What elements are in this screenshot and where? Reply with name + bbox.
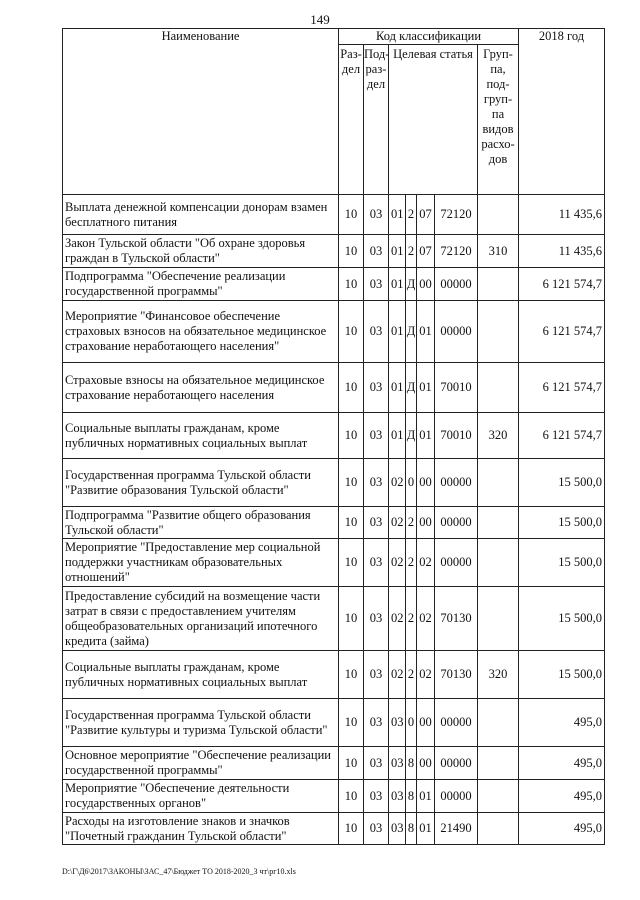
- row-section: 10: [339, 699, 364, 747]
- row-target-program: 03: [389, 780, 406, 813]
- row-subsection: 03: [364, 539, 389, 587]
- row-subsection: 03: [364, 459, 389, 507]
- row-expense-group: [478, 780, 519, 813]
- row-expense-group: [478, 363, 519, 413]
- row-subsection: 03: [364, 301, 389, 363]
- row-section: 10: [339, 587, 364, 651]
- row-section: 10: [339, 507, 364, 539]
- row-subsection: 03: [364, 699, 389, 747]
- row-target-event: 00: [417, 459, 435, 507]
- row-expense-group: 320: [478, 651, 519, 699]
- table-row: [63, 813, 605, 845]
- row-target-event: 07: [417, 235, 435, 268]
- table-row: [63, 459, 605, 507]
- row-target-event: 00: [417, 268, 435, 301]
- header-year: 2018 год: [519, 29, 605, 195]
- row-target-event: 07: [417, 195, 435, 235]
- table-row: [63, 235, 605, 268]
- row-target-subprogram: 8: [406, 813, 417, 845]
- row-amount: 11 435,6: [519, 235, 605, 268]
- row-target-subprogram: Д: [406, 363, 417, 413]
- row-target-program: 01: [389, 195, 406, 235]
- budget-table: [62, 28, 605, 845]
- row-target-program: 01: [389, 301, 406, 363]
- row-target-direction: 72120: [435, 195, 478, 235]
- row-target-program: 02: [389, 507, 406, 539]
- row-expense-group: [478, 301, 519, 363]
- row-target-event: 02: [417, 539, 435, 587]
- row-target-subprogram: Д: [406, 413, 417, 459]
- row-target-event: 02: [417, 651, 435, 699]
- row-expense-group: 310: [478, 235, 519, 268]
- row-amount: 15 500,0: [519, 507, 605, 539]
- row-section: 10: [339, 747, 364, 780]
- row-target-direction: 00000: [435, 268, 478, 301]
- row-amount: 11 435,6: [519, 195, 605, 235]
- row-target-subprogram: 8: [406, 747, 417, 780]
- header-subsection: Под- раз- дел: [364, 45, 389, 195]
- row-target-direction: 00000: [435, 539, 478, 587]
- row-target-subprogram: 8: [406, 780, 417, 813]
- row-name: Предоставление субсидий на возмещение части затрат в связи с предоставлением учителям общеобразовательных организаций ипотечного кредита (займа): [63, 587, 339, 651]
- row-target-program: 02: [389, 459, 406, 507]
- row-name: Подпрограмма "Обеспечение реализации государственной программы": [63, 268, 339, 301]
- row-subsection: 03: [364, 747, 389, 780]
- row-target-subprogram: Д: [406, 268, 417, 301]
- row-target-event: 01: [417, 363, 435, 413]
- row-target-program: 03: [389, 699, 406, 747]
- row-expense-group: [478, 699, 519, 747]
- row-target-direction: 70130: [435, 651, 478, 699]
- table-row: [63, 780, 605, 813]
- row-target-program: 03: [389, 747, 406, 780]
- header-target: Целевая статья: [389, 45, 478, 195]
- row-name: Подпрограмма "Развитие общего образования Тульской области": [63, 507, 339, 539]
- row-name: Государственная программа Тульской области "Развитие образования Тульской области": [63, 459, 339, 507]
- row-name: Выплата денежной компенсации донорам взамен бесплатного питания: [63, 195, 339, 235]
- row-target-direction: 70010: [435, 413, 478, 459]
- row-section: 10: [339, 651, 364, 699]
- row-target-subprogram: 2: [406, 651, 417, 699]
- row-target-direction: 72120: [435, 235, 478, 268]
- row-target-event: 00: [417, 507, 435, 539]
- row-target-direction: 00000: [435, 301, 478, 363]
- row-subsection: 03: [364, 363, 389, 413]
- row-target-program: 03: [389, 813, 406, 845]
- row-target-program: 01: [389, 363, 406, 413]
- row-subsection: 03: [364, 413, 389, 459]
- row-name: Закон Тульской области "Об охране здоровья граждан в Тульской области": [63, 235, 339, 268]
- row-amount: 15 500,0: [519, 587, 605, 651]
- row-name: Основное мероприятие "Обеспечение реализации государственной программы": [63, 747, 339, 780]
- row-target-subprogram: 0: [406, 459, 417, 507]
- row-section: 10: [339, 413, 364, 459]
- row-target-direction: 00000: [435, 699, 478, 747]
- row-target-event: 01: [417, 413, 435, 459]
- row-amount: 495,0: [519, 780, 605, 813]
- page-number: 149: [310, 12, 330, 27]
- table-row: [63, 539, 605, 587]
- row-expense-group: [478, 747, 519, 780]
- header-code: Код классификации: [339, 29, 519, 45]
- row-target-program: 02: [389, 539, 406, 587]
- row-expense-group: [478, 268, 519, 301]
- row-target-direction: 21490: [435, 813, 478, 845]
- row-name: Расходы на изготовление знаков и значков "Почетный гражданин Тульской области": [63, 813, 339, 845]
- row-amount: 6 121 574,7: [519, 413, 605, 459]
- row-name: Социальные выплаты гражданам, кроме публичных нормативных социальных выплат: [63, 651, 339, 699]
- table-row: [63, 363, 605, 413]
- table-row: [63, 699, 605, 747]
- row-amount: 495,0: [519, 747, 605, 780]
- row-target-subprogram: 2: [406, 507, 417, 539]
- row-target-program: 01: [389, 235, 406, 268]
- table-row: [63, 268, 605, 301]
- row-expense-group: [478, 813, 519, 845]
- row-target-event: 00: [417, 747, 435, 780]
- row-target-direction: 00000: [435, 507, 478, 539]
- row-expense-group: [478, 195, 519, 235]
- row-expense-group: [478, 539, 519, 587]
- header-group: Груп- па, под- груп- па видов расхо- дов: [478, 45, 519, 195]
- row-name: Мероприятие "Предоставление мер социальной поддержки участникам образовательных отношений": [63, 539, 339, 587]
- header-row-top: [63, 29, 605, 45]
- row-target-event: 02: [417, 587, 435, 651]
- row-section: 10: [339, 363, 364, 413]
- row-amount: 495,0: [519, 699, 605, 747]
- row-target-subprogram: 2: [406, 195, 417, 235]
- row-target-direction: 70130: [435, 587, 478, 651]
- row-section: 10: [339, 780, 364, 813]
- row-target-subprogram: 2: [406, 539, 417, 587]
- row-target-program: 02: [389, 587, 406, 651]
- row-amount: 6 121 574,7: [519, 363, 605, 413]
- row-expense-group: 320: [478, 413, 519, 459]
- table-body: [63, 195, 605, 845]
- row-expense-group: [478, 507, 519, 539]
- row-target-direction: 00000: [435, 459, 478, 507]
- header-name: Наименование: [63, 29, 339, 195]
- row-subsection: 03: [364, 268, 389, 301]
- row-name: Социальные выплаты гражданам, кроме публичных нормативных социальных выплат: [63, 413, 339, 459]
- table-row: [63, 507, 605, 539]
- row-section: 10: [339, 459, 364, 507]
- row-target-subprogram: 2: [406, 235, 417, 268]
- row-amount: 6 121 574,7: [519, 301, 605, 363]
- table-row: [63, 195, 605, 235]
- row-target-direction: 00000: [435, 747, 478, 780]
- row-subsection: 03: [364, 587, 389, 651]
- row-section: 10: [339, 235, 364, 268]
- row-target-subprogram: 2: [406, 587, 417, 651]
- row-target-event: 01: [417, 301, 435, 363]
- table-row: [63, 413, 605, 459]
- row-expense-group: [478, 587, 519, 651]
- row-subsection: 03: [364, 813, 389, 845]
- row-name: Мероприятие "Финансовое обеспечение страховых взносов на обязательное медицинское страхование неработающего населения": [63, 301, 339, 363]
- row-amount: 6 121 574,7: [519, 268, 605, 301]
- row-section: 10: [339, 813, 364, 845]
- table-row: [63, 651, 605, 699]
- row-target-event: 00: [417, 699, 435, 747]
- row-target-event: 01: [417, 813, 435, 845]
- row-subsection: 03: [364, 507, 389, 539]
- row-section: 10: [339, 539, 364, 587]
- row-amount: 15 500,0: [519, 459, 605, 507]
- row-amount: 15 500,0: [519, 539, 605, 587]
- row-target-subprogram: 0: [406, 699, 417, 747]
- row-target-program: 01: [389, 268, 406, 301]
- row-subsection: 03: [364, 235, 389, 268]
- row-section: 10: [339, 195, 364, 235]
- row-name: Государственная программа Тульской области "Развитие культуры и туризма Тульской области": [63, 699, 339, 747]
- row-target-program: 02: [389, 651, 406, 699]
- row-subsection: 03: [364, 195, 389, 235]
- row-name: Страховые взносы на обязательное медицинское страхование неработающего населения: [63, 363, 339, 413]
- row-target-direction: 00000: [435, 780, 478, 813]
- row-target-program: 01: [389, 413, 406, 459]
- row-subsection: 03: [364, 651, 389, 699]
- file-path-footer: D:\Г\Д6\2017\ЗАКОНЫ\ЗАС_47\Бюджет ТО 2018-2020_3 чт\рг10.xls: [62, 867, 296, 876]
- row-target-direction: 70010: [435, 363, 478, 413]
- row-subsection: 03: [364, 780, 389, 813]
- table-row: [63, 747, 605, 780]
- row-target-event: 01: [417, 780, 435, 813]
- row-amount: 495,0: [519, 813, 605, 845]
- row-name: Мероприятие "Обеспечение деятельности государственных органов": [63, 780, 339, 813]
- table-row: [63, 301, 605, 363]
- row-section: 10: [339, 268, 364, 301]
- table-row: [63, 587, 605, 651]
- row-target-subprogram: Д: [406, 301, 417, 363]
- row-expense-group: [478, 459, 519, 507]
- row-section: 10: [339, 301, 364, 363]
- row-amount: 15 500,0: [519, 651, 605, 699]
- header-section: Раз- дел: [339, 45, 364, 195]
